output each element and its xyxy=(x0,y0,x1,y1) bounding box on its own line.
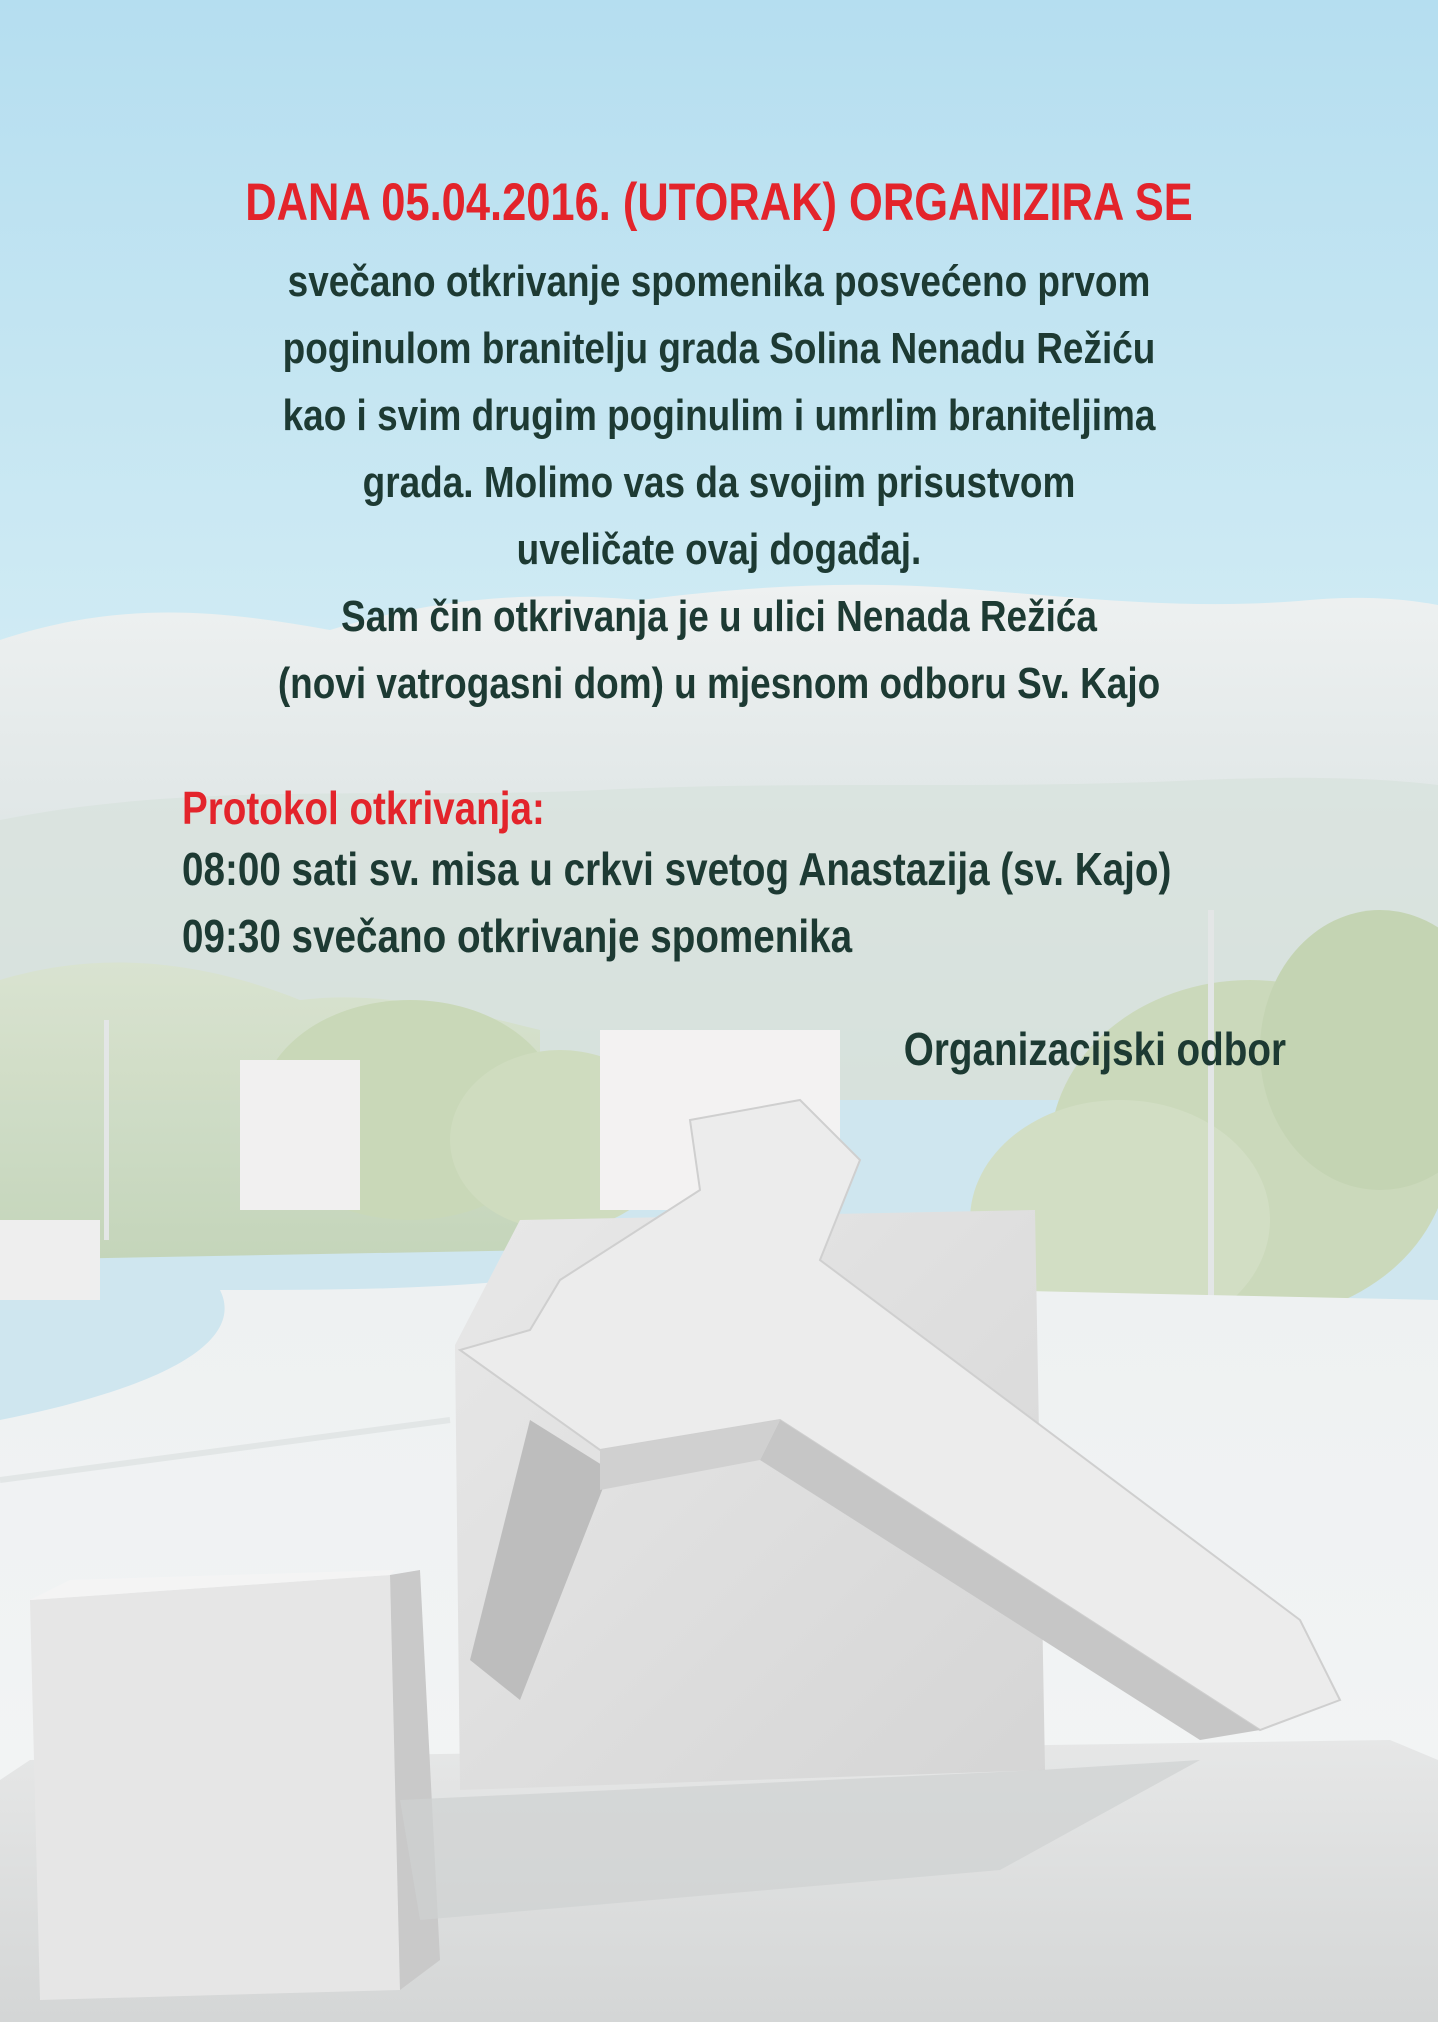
body-line: uveličate ovaj događaj. xyxy=(516,525,922,574)
announcement-body xyxy=(115,248,1323,717)
protocol-item: 09:30 svečano otkrivanje spomenika xyxy=(182,910,853,962)
organizer-signature: Organizacijski odbor xyxy=(903,1023,1286,1075)
protocol-section xyxy=(182,780,1190,970)
body-line: poginulom branitelju grada Solina Nenadu Režiću xyxy=(282,324,1156,373)
body-line: kao i svim drugim poginulim i umrlim braniteljima xyxy=(282,391,1156,440)
protocol-title: Protokol otkrivanja: xyxy=(182,782,545,834)
protocol-item: 08:00 sati sv. misa u crkvi svetog Anastazija (sv. Kajo) xyxy=(182,843,1172,895)
announcement-headline: DANA 05.04.2016. (UTORAK) ORGANIZIRA SE xyxy=(245,173,1193,232)
body-line: grada. Molimo vas da svojim prisustvom xyxy=(362,458,1076,507)
body-line: Sam čin otkrivanja je u ulici Nenada Režića xyxy=(341,592,1097,641)
body-line: svečano otkrivanje spomenika posvećeno prvom xyxy=(287,257,1151,306)
body-line: (novi vatrogasni dom) u mjesnom odboru Sv. Kajo xyxy=(277,659,1161,708)
